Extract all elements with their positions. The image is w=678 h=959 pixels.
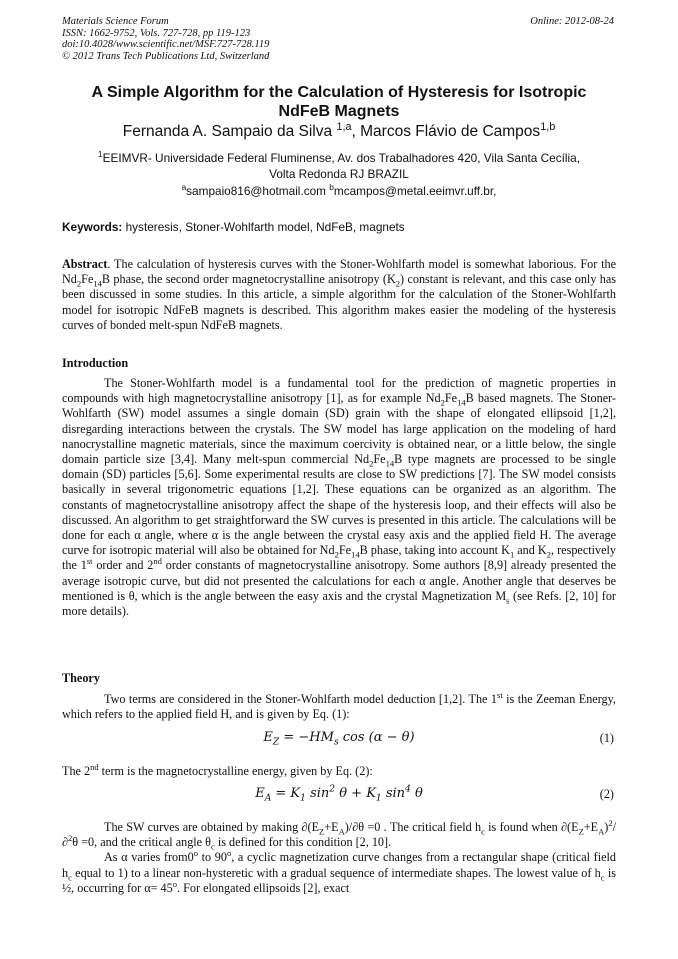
theory-paragraph-2 <box>62 761 616 779</box>
theory-text: ) <box>604 820 609 834</box>
journal-header <box>62 16 269 62</box>
author-1: Fernanda A. Sampaio da Silva <box>122 123 333 140</box>
abstract-text: . The calculation of hysteresis curves with the Stoner-Wohlfarth model is somewhat laborious. For the Nd <box>62 257 616 287</box>
title-line-2: NdFeB Magnets <box>278 103 400 120</box>
copyright: © 2012 Trans Tech Publications Ltd, Switzerland <box>62 50 270 62</box>
author-2: Marcos Flávio de Campos <box>360 123 541 140</box>
intro-text: The Stoner-Wohlfarth model is a fundamental tool for the prediction of magnetic properties in compounds with high magnetocrystalline anisotropy [1], as for example Nd <box>62 376 616 406</box>
theory-text: , a cyclic magnetization curve changes from a rectangular shape (critical field h <box>62 850 616 880</box>
emails <box>62 184 616 199</box>
authors <box>62 122 616 141</box>
theory-text: is defined for this condition [2, 10]. <box>214 835 392 850</box>
intro-text: B phase, taking into account K <box>359 543 510 558</box>
intro-text: order constants of magnetocrystalline anisotropy. Some authors [8,9] already presented the average isotropic curve, but did not presented the calculations for each α angle. Another angle that deserves be mentioned is θ, which is the angle between the easy axis and the crystal Magnetization M <box>62 558 616 603</box>
theory-paragraph-1 <box>62 689 616 722</box>
abstract: Abstract. The calculation of hysteresis curves with the Stoner-Wohlfarth model is somewhat laborious. For the $Nd_2Fe_{14}B$ phase, the second order magnetocrystalline anisotropy $(K_2)$ constant is relevant, and this case only has been discussed in some studies. In this article, a simple algorithm for the calculation of the Stoner-Wohlfarth model for isotropic NdFeB magnets is described. This algorithm makes easier the modeling of the hysteresis curves of bonded melt-spun NdFeB magnets. <box>62 257 617 332</box>
journal-name: Materials Science Forum <box>62 16 169 27</box>
intro-text: B based magnets. The Stoner-Wohlfarth (SW) model assumes a single domain (SD) grain with the shape of elongated ellipsoid [1,2], disregarding interactions between the crystals. The SW model has large application on the modeling of hard nanocrystalline magnetic materials, since the maximum coercivity is obtained near, or a little below, the single domain particle size [3,4]. Many melt-spun commercial Nd <box>62 391 616 467</box>
intro-text: (see Refs. [2, 10] for more details). <box>62 588 616 619</box>
abstract-text: ) constant is relevant, and this case only has been discussed in some studies. In this article, a simple algorithm for the calculation of the Stoner-Wohlfarth model for isotropic NdFeB magnets is described. This algorithm makes easier the modeling of the hysteresis curves of bonded melt-spun NdFeB magnets. <box>62 272 617 332</box>
theory-text: As α varies from0 <box>104 850 194 865</box>
equation-2-number: (2) <box>599 787 614 801</box>
paper-title <box>62 83 616 121</box>
section-heading-introduction: Introduction <box>62 356 129 370</box>
intro-text: order and 2 <box>92 558 154 573</box>
theory-sup: nd <box>90 761 99 772</box>
intro-text: B type magnets are processed to be single domain (SD) particles [5,6]. Some experimental results are close to SW predictions [7]. The SW model consists basically in several trigonometric equations [1,2]. These equations can be organized as an algorithm. The constants of magnetocrystalline anisotropy affect the shape of the hysteresis loop, and their effects will also be discussed. An algorithm to get straightforward the SW curves is presented in this article. The calculations will be done for each α angle, where α is the angle between the crystal easy axis and the applied field H. The average curve for isotropic material will also be obtained for Nd <box>62 452 616 558</box>
theory-text: is ½, occurring for α= 45 <box>62 865 616 895</box>
intro-text: and K <box>514 543 547 558</box>
email-b-sup: b <box>329 183 334 193</box>
equation-2 <box>62 785 616 805</box>
keywords-label: Keywords: <box>62 220 123 234</box>
theory-text: The SW curves are obtained by making ∂(E <box>104 820 320 834</box>
email-a: sampaio816@hotmail.com <box>186 184 330 198</box>
equation-1-formula: $E_Z = -HM_s$ cos (α − θ) <box>263 730 415 748</box>
author-1-sup: 1,a <box>336 120 352 133</box>
keywords <box>62 220 616 235</box>
email-b: mcampos@metal.eeimvr.uff.br, <box>333 184 497 198</box>
theory-paragraph-3: The SW curves are obtained by making $\partial(E_Z+E_A)/\partial\theta =0$ . The critical field $h_c$ is found when $\partial(E_Z+E_A)^2/\partial^2\theta =0$, and the critical angle $\theta_c$ is defined for this condition [2, 10]. As α varies from0$^o$ to 90$^o$, a cyclic magnetization curve changes from a rectangular shape (critical field $h_c$ equal to 1) to a linear non-hysteretic with a gradual sequence of intermediate shapes. The lowest value of $h_c$ is ½, occurring for $\alpha= 45^o$. For elongated ellipsoids [2], exact <box>62 817 616 895</box>
intro-sup: st <box>86 556 93 567</box>
theory-text: +E <box>583 820 599 834</box>
abstract-label: Abstract <box>62 257 108 271</box>
theory-text: term is the magnetocrystalline energy, given by Eq. (2): <box>98 764 373 778</box>
email-a-sup: a <box>181 183 187 193</box>
theory-text: . For elongated ellipsoids [2], exact <box>177 880 350 895</box>
author-2-sup: 1,b <box>540 120 556 133</box>
keywords-text: hysteresis, Stoner-Wohlfarth model, NdFeB, magnets <box>122 220 405 234</box>
affiliation-line-1: EEIMVR- Universidade Federal Fluminense, Av. dos Trabalhadores 420, Vila Santa Cecília, <box>102 151 580 165</box>
theory-text: to 90 <box>198 850 227 865</box>
author-separator: , <box>351 123 361 140</box>
equation-1-number: (1) <box>599 731 614 745</box>
theory-text: +E <box>324 820 339 834</box>
theory-text: θ =0, and the critical angle θ <box>72 835 211 850</box>
title-line-1: A Simple Algorithm for the Calculation of Hysteresis for Isotropic <box>91 84 587 101</box>
issn: ISSN: 1662-9752, Vols. 727-728, pp 119-123 <box>62 27 251 39</box>
theory-text: equal to 1) to a linear non-hysteretic with a gradual sequence of intermediate shapes. The lowest value of h <box>71 865 601 880</box>
equation-2-formula: $E_A = K_1$ $\sin^2 \theta + K_1$ $\sin^4 \theta$ <box>255 784 423 804</box>
affiliation-line-2: Volta Redonda RJ BRAZIL <box>269 167 409 181</box>
affiliation <box>62 150 616 182</box>
affiliation-sup: 1 <box>98 150 103 160</box>
introduction-paragraph: The Stoner-Wohlfarth model is a fundamental tool for the prediction of magnetic properties in compounds with high magnetocrystalline anisotropy [1], as for example $Nd_2Fe_{14}B$ based magnets. The Stoner-Wohlfarth (SW) model assumes a single domain (SD) grain with the shape of elongated ellipsoid [1,2], disregarding interactions between the crystals. The SW model has large application on the modeling of hard nanocrystalline magnetic materials, since the maximum coercivity is obtained near, or a little below, the single domain particle size [3,4]. Many melt-spun commercial $Nd_2Fe_{14}B$ type magnets are processed to be single domain (SD) particles [5,6]. Some experimental results are close to SW predictions [7]. The SW model consists basically in several trigonometric equations [1,2]. These equations can be organized as an algorithm. The constants of magnetocrystalline anisotropy affect the shape of the hysteresis loop, and their effects will also be discussed. An algorithm to get straightforward the SW curves is presented in this article. The calculations will be done for each α angle, where α is the angle between the crystal easy axis and the applied field H. The average curve for isotropic material will also be obtained for $Nd_2Fe_{14}B$ phase, taking into account $K_1$ and $K_2$, respectively the 1st order and 2nd order constants of magnetocrystalline anisotropy. Some authors [8,9] already presented the average isotropic curve, but did not presented the calculations for each α angle. Another angle that deserves be mentioned is θ, which is the angle between the easy axis and the crystal Magnetization $M_s$ (see Refs. [2, 10] for more details). <box>62 376 616 619</box>
theory-text: /∂ <box>62 820 616 850</box>
online-date: Online: 2012-08-24 <box>530 16 614 27</box>
theory-text: Two terms are considered in the Stoner-Wohlfarth model deduction [1,2]. The 1 <box>104 692 497 706</box>
theory-text: is found when ∂(E <box>484 820 579 834</box>
equation-1 <box>62 729 616 749</box>
theory-sup: st <box>497 689 503 700</box>
theory-text: The 2 <box>62 764 91 778</box>
abstract-text: phase, the second order magnetocrystalline anisotropy (K <box>110 272 396 287</box>
theory-text: )/∂θ =0 . The critical field h <box>344 820 482 834</box>
section-heading-theory: Theory <box>62 671 100 685</box>
intro-text: , respectively the 1 <box>62 543 616 573</box>
doi: doi:10.4028/www.scientific.net/MSF.727-728.119 <box>62 39 270 50</box>
theory-text: is the Zeeman Energy, which refers to the applied field H, and is given by Eq. (1): <box>62 692 616 722</box>
intro-sup: nd <box>153 556 162 567</box>
